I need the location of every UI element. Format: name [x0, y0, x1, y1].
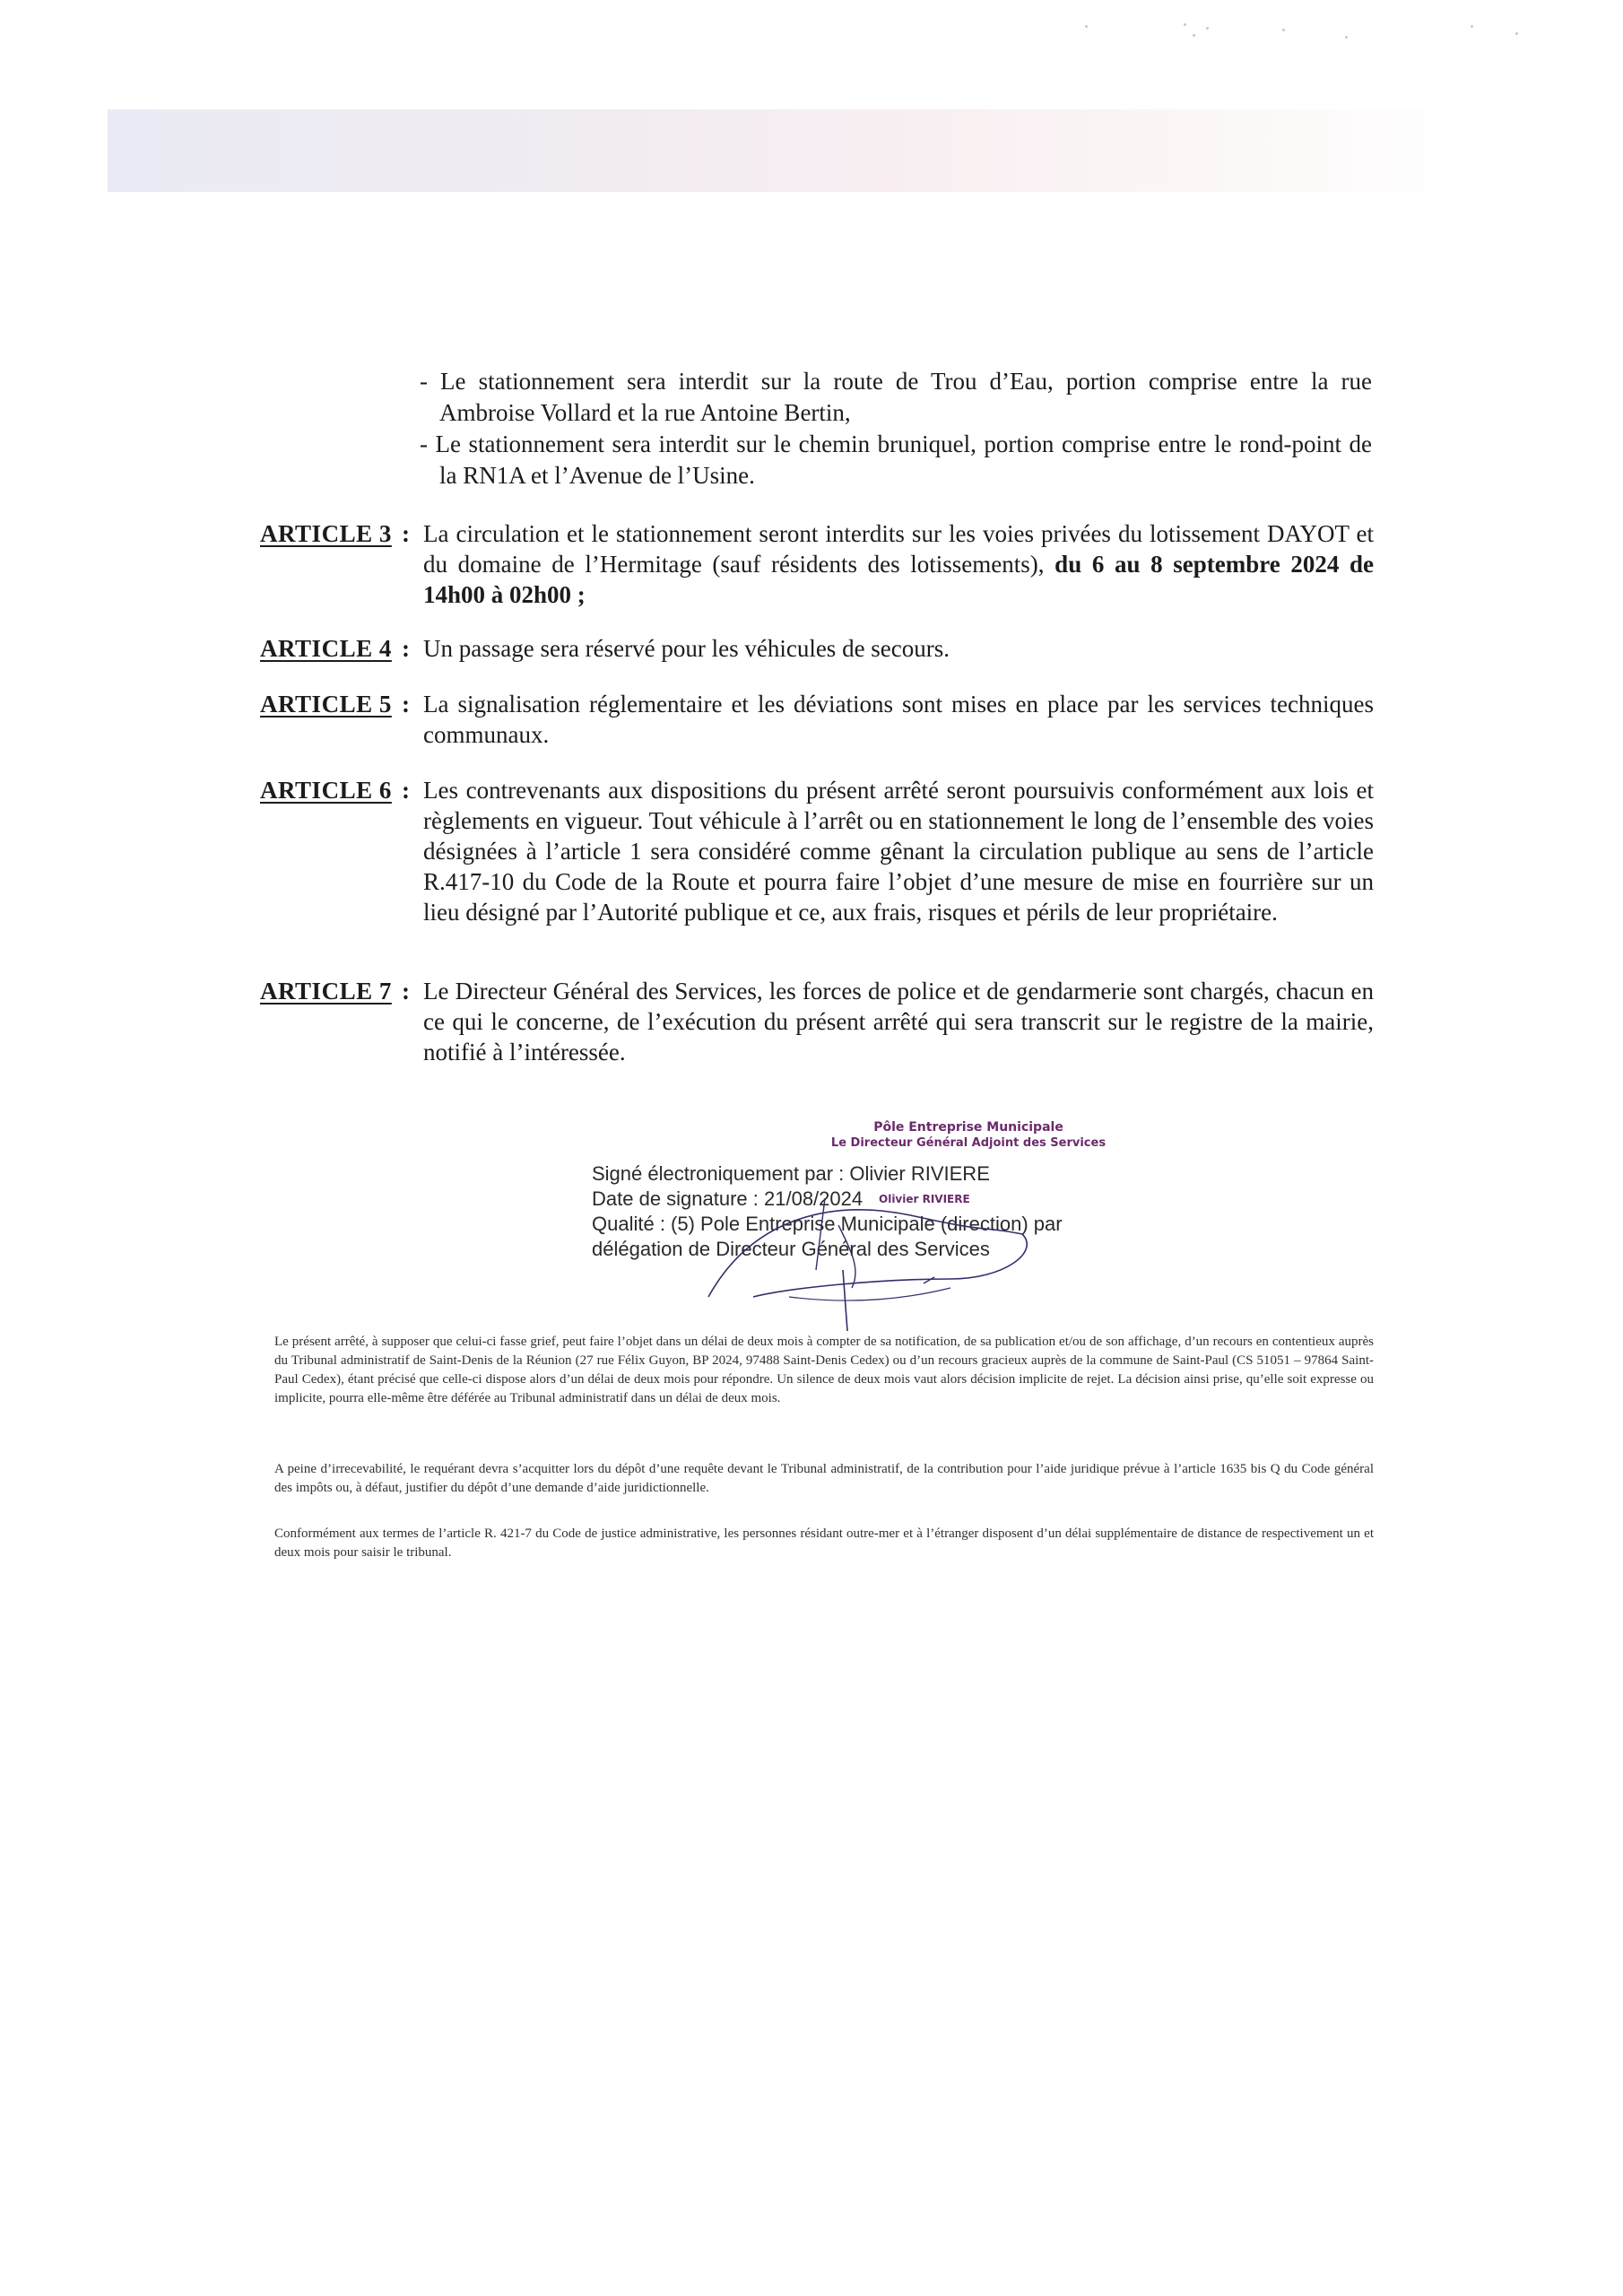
signature-delegation: délégation de Directeur Général des Services — [592, 1238, 990, 1260]
article-text: La circulation et le stationnement seront interdits sur les voies privées du lotissement DAYOT et du domaine de l’Hermitage (sauf résidents des lotissements), du 6 au 8 septembre 2024 de 14h00 à 02h00 ; — [423, 520, 1375, 608]
signature-quality: Qualité : (5) Pole Entreprise Municipale (direction) par — [592, 1213, 1063, 1235]
article-label: ARTICLE 6 — [260, 777, 392, 804]
signature-signer: Signé électroniquement par : Olivier RIVIERE — [592, 1162, 990, 1185]
stamp-signer-name: Olivier RIVIERE — [879, 1193, 970, 1205]
handwritten-signature — [681, 1162, 1067, 1333]
scan-noise — [1049, 16, 1587, 61]
legal-note-contribution: A peine d’irrecevabilité, le requérant devra s’acquitter lors du dépôt d’une requête devant le Tribunal administratif, de la contribution pour l’aide juridique prévue à l’article 1635 bis Q du Code général des impôts ou, à défaut, justifier du dépôt d’une demande d’aide juridictionnelle. — [274, 1462, 1374, 1495]
article-6: ARTICLE 6 : Les contrevenants aux dispositions du présent arrêté seront poursuivis conformément aux lois et règlements en vigueur. Tout véhicule à l’arrêt ou en stationnement le long de l’ensemble des voies désignées à l’article 1 sera considéré comme gênant la circulation publique au sens de l’article R.417-10 du Code de la Route et pourra faire l’objet d’une mesure de mise en fourrière sur un lieu désigné par l’Autorité publique et ce, aux frais, risques et périls de leur propriétaire. — [260, 777, 1374, 926]
article-text: La signalisation réglementaire et les déviations sont mises en place par les services techniques communaux. — [423, 691, 1374, 748]
letterhead-band — [108, 109, 1471, 192]
article-text: Le Directeur Général des Services, les forces de police et de gendarmerie sont chargés, chacun en ce qui le concerne, de l’exécution du présent arrêté qui sera transcrit sur le registre de la mairie, notifié à l’intéressée. — [423, 978, 1374, 1065]
article-label: ARTICLE 3 — [260, 520, 392, 547]
legal-note-distance: Conformément aux termes de l’article R. 421-7 du Code de justice administrative, les personnes résidant outre-mer et à l’étranger disposent d’un délai supplémentaire de distance de respectivement un et deux mois pour saisir le tribunal. — [274, 1526, 1374, 1560]
signature-date: Date de signature : 21/08/2024 — [592, 1187, 864, 1210]
article-5: ARTICLE 5 : La signalisation réglementaire et les déviations sont mises en place par les services techniques communaux. — [260, 691, 1374, 748]
bullet-item: - Le stationnement sera interdit sur la route de Trou d’Eau, portion comprise entre la rue Ambroise Vollard et la rue Antoine Bertin, — [420, 368, 1372, 426]
legal-note-appeal: Le présent arrêté, à supposer que celui-ci fasse grief, peut faire l’objet dans un délai de deux mois à compter de sa notification, de sa publication et/ou de son affichage, d’un recours en contentieux auprès du Tribunal administratif de Saint-Denis de la Réunion (27 rue Félix Guyon, BP 2024, 97488 Saint-Denis Cedex) ou d’un recours gracieux auprès de la commune de Saint-Paul (CS 51051 – 97864 Saint-Paul Cedex), étant précisé que celle-ci dispose alors d’un délai de deux mois pour répondre. Un silence de deux mois vaut alors décision implicite de rejet. La décision ainsi prise, qu’elle soit expresse ou implicite, pourra elle-même être déférée au Tribunal administratif dans un délai de deux mois. — [274, 1335, 1374, 1405]
article-3: ARTICLE 3 : La circulation et le stationnement seront interdits sur les voies privées du lotissement DAYOT et du domaine de l’Hermitage (sauf résidents des lotissements), du 6 au 8 septembre 2024 de 14h00 à 02h00 ; — [260, 520, 1375, 608]
article-4: ARTICLE 4 : Un passage sera réservé pour les véhicules de secours. — [260, 633, 1374, 664]
article-label: ARTICLE 7 — [260, 978, 392, 1004]
article-text: Les contrevenants aux dispositions du présent arrêté seront poursuivis conformément aux lois et règlements en vigueur. Tout véhicule à l’arrêt ou en stationnement le long de l’ensemble des voies désignées à l’article 1 sera considéré comme gênant la circulation publique au sens de l’article R.417-10 du Code de la Route et pourra faire l’objet d’une mesure de mise en fourrière sur un lieu désigné par l’Autorité publique et ce, aux frais, risques et périls de leur propriétaire. — [423, 777, 1374, 926]
article-label: ARTICLE 4 — [260, 635, 392, 662]
article-label: ARTICLE 5 — [260, 691, 392, 718]
article-text: Un passage sera réservé pour les véhicules de secours. — [423, 635, 950, 662]
official-stamp: Pôle Entreprise Municipale Le Directeur Général Adjoint des Services — [830, 1120, 1107, 1150]
bullet-item: - Le stationnement sera interdit sur le chemin bruniquel, portion comprise entre le rond-point de la RN1A et l’Avenue de l’Usine. — [420, 430, 1372, 489]
bullet-list — [420, 366, 1372, 491]
article-7: ARTICLE 7 : Le Directeur Général des Services, les forces de police et de gendarmerie sont chargés, chacun en ce qui le concerne, de l’exécution du présent arrêté qui sera transcrit sur le registre de la mairie, notifié à l’intéressée. — [260, 978, 1374, 1065]
article-dates: du 6 au 8 septembre 2024 de 14h00 à 02h00 ; — [423, 551, 1375, 608]
